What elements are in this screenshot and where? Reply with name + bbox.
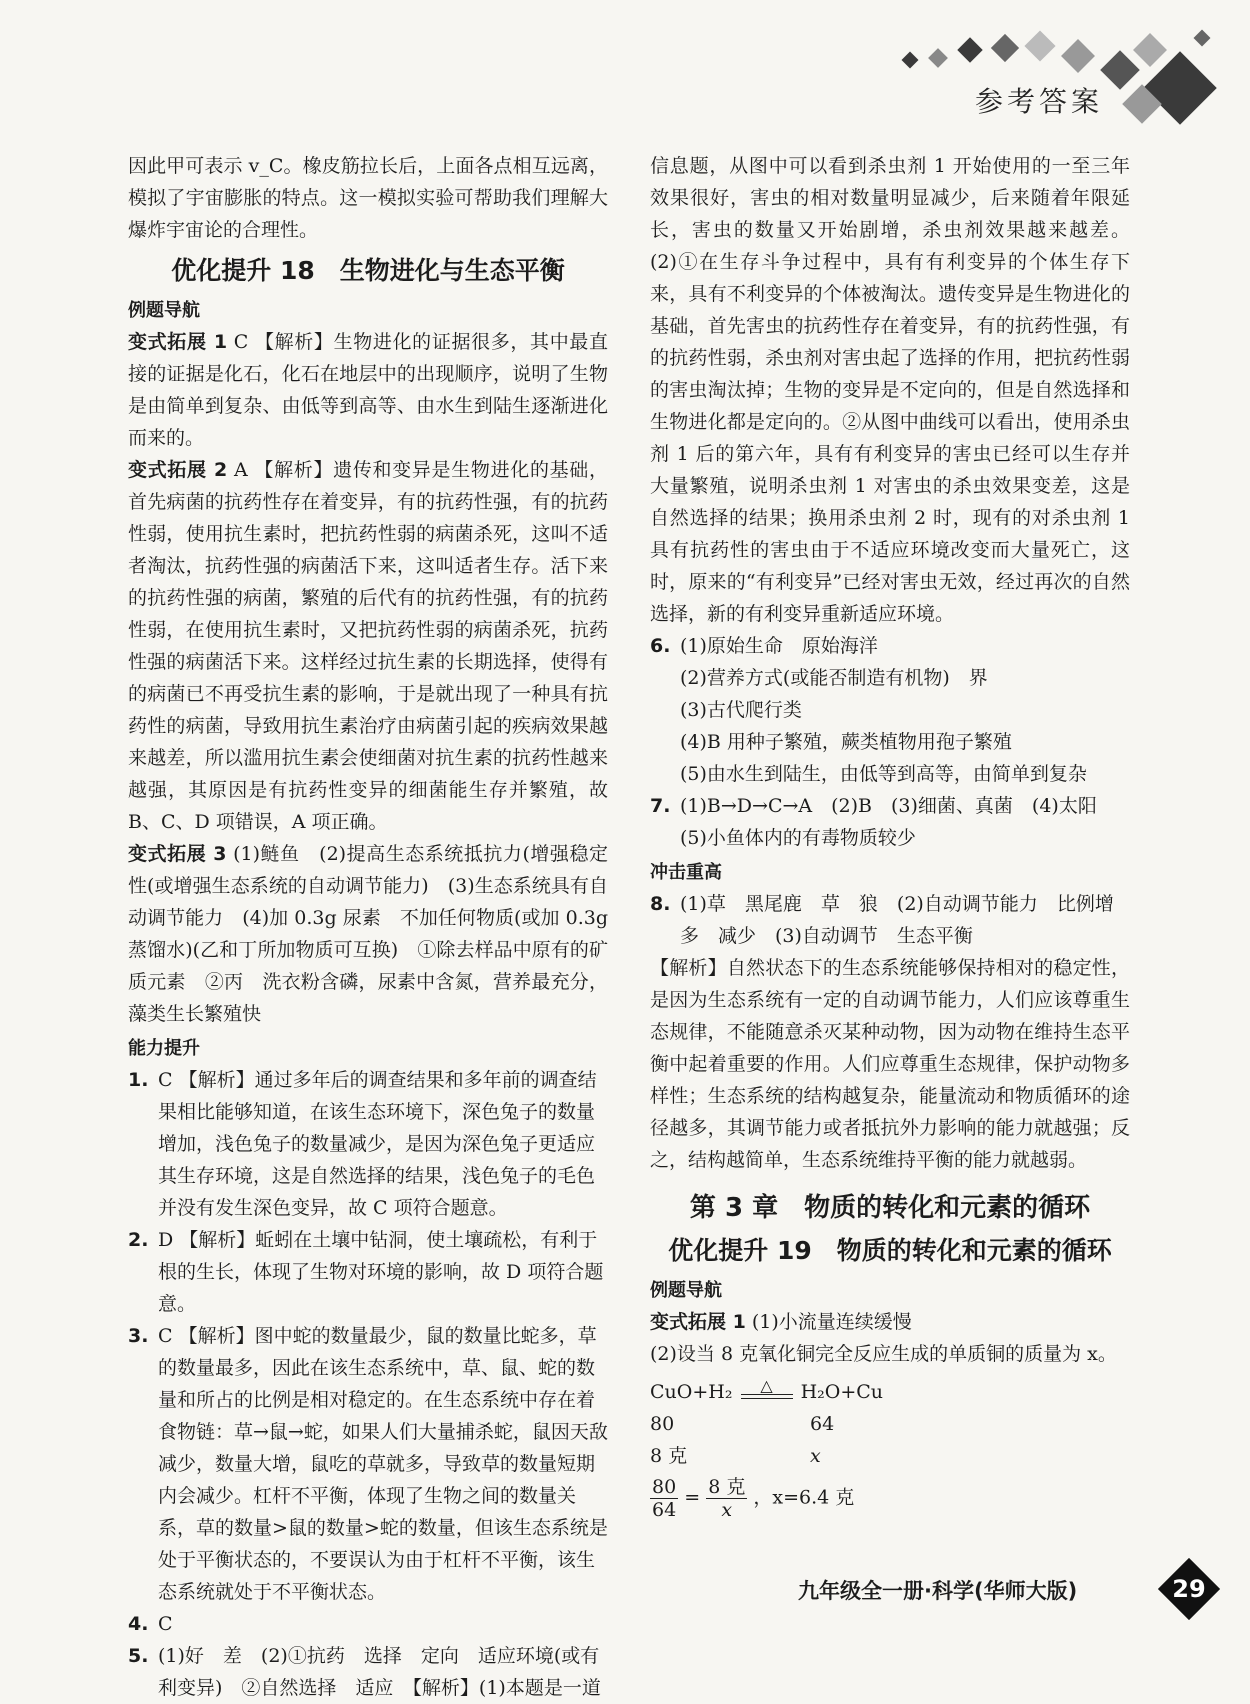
example-heading-2: 例题导航	[650, 1280, 722, 1301]
variant-1b-line2: (2)设当 8 克氧化铜完全反应生成的单质铜的质量为 x。	[650, 1343, 1117, 1365]
variant-1b-label: 变式拓展 1	[650, 1311, 746, 1333]
question-6-body	[680, 630, 1130, 790]
question-4	[128, 1608, 608, 1640]
question-2-text: D 【解析】蚯蚓在土壤中钻洞，使土壤疏松，有利于根的生长，体现了生物对环境的影响，故 D 项符合题意。	[158, 1229, 604, 1315]
variant-1-label: 变式拓展 1	[128, 331, 228, 353]
question-7-number: 7.	[650, 795, 671, 817]
question-5	[128, 1640, 608, 1704]
variant-1b	[650, 1306, 1130, 1338]
fraction-2-bottom: x	[721, 1499, 733, 1521]
question-6-line: (4)B 用种子繁殖，蕨类植物用孢子繁殖	[680, 731, 1012, 753]
question-2-number: 2.	[128, 1229, 149, 1251]
question-8	[650, 888, 1130, 952]
question-6-line: (3)古代爬行类	[680, 699, 802, 721]
question-8-analysis: 【解析】自然状态下的生态系统能够保持相对的稳定性，是因为生态系统有一定的自动调节能力，人们应该尊重生态规律，不能随意杀灭某种动物，因为动物在维持生态平衡中起着重要的作用。人们应尊重生态规律，保护动物多样性；生态系统的结构越复杂，能量流动和物质循环的途径越多，其调节能力或者抵抗外力影响的能力就越强；反之，结构越简单，生态系统维持平衡的能力就越弱。	[650, 957, 1130, 1171]
value-cu: x	[810, 1445, 821, 1467]
question-5-text: (1)好 差 (2)①抗药 选择 定向 适应环境(或有利变异) ②自然选择 适应 【解析】(1)本题是一道	[158, 1645, 601, 1699]
book-title: 九年级全一册·科学(华师大版)	[798, 1579, 1078, 1603]
equation-reactants: CuO+H₂	[650, 1381, 733, 1403]
question-6	[650, 630, 1130, 790]
variant-1	[128, 326, 608, 454]
ability-heading: 能力提升	[128, 1038, 200, 1059]
header-title: 参考答案	[975, 85, 1104, 118]
fraction-result: ，x=6.4 克	[753, 1486, 855, 1509]
question-1-text: C 【解析】通过多年后的调查结果和多年前的调查结果相比能够知道，在该生态环境下，深色兔子的数量增加，浅色兔子的数量减少，是因为深色兔子更适应其生存环境，这是自然选择的结果，浅色兔子的毛色并没有发生深色变异，故 C 项符合题意。	[158, 1069, 597, 1219]
variant-3-text: (1)鲢鱼 (2)提高生态系统抵抗力(增强稳定性(或增强生态系统的自动调节能力) (3)生态系统具有自动调节能力 (4)加 0.3g 尿素 不加任何物质(或加 0.3g 蒸馏水)(乙和丁所加物质可互换) ①除去样品中原有的矿质元素 ②丙 洗衣粉含磷，尿素中含氮，营养最充分，藻类生长繁殖快	[128, 843, 609, 1025]
question-4-text: C	[158, 1613, 173, 1635]
fraction-1-top: 80	[652, 1476, 677, 1498]
variant-2-text: A 【解析】遗传和变异是生物进化的基础，首先病菌的抗药性存在着变异，有的抗药性强，有的抗药性弱，使用抗生素时，把抗药性弱的病菌杀死，这叫不适者淘汰，抗药性强的病菌活下来，这叫适者生存。活下来的抗药性强的病菌，繁殖的后代有的抗药性强，有的抗药性弱，在使用抗生素时，又把抗药性弱的病菌杀死，抗药性强的病菌活下来。这样经过抗生素的长期选择，使得有的病菌已不再受抗生素的影响，于是就出现了一种具有抗药性的病菌，导致用抗生素治疗由病菌引起的疾病效果越来越差，所以滥用抗生素会使细菌对抗生素的抗药性越来越强，其原因是有抗药性变异的细菌能生存并繁殖，故 B、C、D 项错误，A 项正确。	[128, 459, 608, 833]
intro-paragraph: 因此甲可表示 v_C。橡皮筋拉长后，上面各点相互远离，模拟了宇宙膨胀的特点。这一模拟实验可帮助我们理解大爆炸宇宙论的合理性。	[128, 155, 608, 241]
variant-3	[128, 838, 608, 1030]
challenge-heading: 冲击重高	[650, 862, 722, 883]
question-5-number: 5.	[128, 1645, 149, 1667]
mass-value-row	[650, 1440, 1130, 1472]
question-8-number: 8.	[650, 893, 671, 915]
proportion-equation: $\frac{80}{64}$ = $\frac{\text{8 克}}{x}$ ，x=6.4 克	[652, 1476, 855, 1521]
question-3	[128, 1320, 608, 1608]
question-6-line: (5)由水生到陆生，由低等到高等，由简单到复杂	[680, 763, 1087, 785]
fraction-2	[706, 1476, 747, 1521]
variant-2	[128, 454, 608, 838]
variant-3-label: 变式拓展 3	[128, 843, 227, 865]
page-number: 29	[1172, 1575, 1206, 1603]
question-7	[650, 790, 1130, 854]
value-cuo: 8 克	[650, 1445, 688, 1467]
question-7-line: (5)小鱼体内的有毒物质较少	[680, 827, 916, 849]
variant-2-label: 变式拓展 2	[128, 459, 228, 481]
variant-1-text: C 【解析】生物进化的证据很多，其中最直接的证据是化石，化石在地层中的出现顺序，说明了生物是由简单到复杂、由低等到高等、由水生到陆生逐渐进化而来的。	[128, 331, 608, 449]
question-7-body	[680, 790, 1130, 854]
fraction-1-bottom: 64	[652, 1499, 677, 1521]
question-1-number: 1.	[128, 1069, 149, 1091]
variant-1b-text: (1)小流量连续缓慢	[745, 1311, 912, 1333]
right-column	[650, 150, 1130, 1521]
chemical-equation	[650, 1376, 1130, 1408]
question-1	[128, 1064, 608, 1224]
equals-sign	[741, 1394, 793, 1399]
question-4-number: 4.	[128, 1613, 149, 1635]
section-title-18: 优化提升 18 生物进化与生态平衡	[171, 256, 565, 285]
fraction-1	[650, 1476, 678, 1521]
question-3-number: 3.	[128, 1325, 149, 1347]
question-8-text: (1)草 黑尾鹿 草 狼 (2)自动调节能力 比例增多 减少 (3)自动调节 生态平衡	[680, 893, 1114, 947]
equation-condition	[739, 1376, 795, 1408]
question-6-line: (2)营养方式(或能否制造有机物) 界	[680, 667, 988, 689]
heat-symbol: △	[760, 1376, 773, 1395]
question-2	[128, 1224, 608, 1320]
left-column	[128, 150, 608, 1704]
section-title-19: 优化提升 19 物质的转化和元素的循环	[668, 1236, 1112, 1265]
question-6-number: 6.	[650, 635, 671, 657]
question-7-line: (1)B→D→C→A (2)B (3)细菌、真菌 (4)太阳	[680, 795, 1097, 817]
fraction-2-top: 8 克	[708, 1476, 746, 1498]
mass-ratio-row	[650, 1408, 1130, 1440]
ratio-cuo: 80	[650, 1413, 675, 1435]
question-3-text: C 【解析】图中蛇的数量最少，鼠的数量比蛇多，草的数量最多，因此在该生态系统中，草、鼠、蛇的数量和所占的比例是相对稳定的。在生态系统中存在着食物链：草→鼠→蛇，如果人们大量捕杀蛇，鼠因天敌减少，数量大增，鼠吃的草就多，导致草的数量短期内会减少。杠杆不平衡，体现了生物之间的数量关系，草的数量>鼠的数量>蛇的数量，但该生态系统是处于平衡状态的，不要误认为由于杠杆不平衡，该生态系统就处于不平衡状态。	[158, 1325, 608, 1603]
chapter-title-3: 第 3 章 物质的转化和元素的循环	[689, 1193, 1091, 1223]
question-6-line: (1)原始生命 原始海洋	[680, 635, 878, 657]
ratio-cu: 64	[810, 1413, 835, 1435]
page-number-badge	[1158, 1558, 1220, 1620]
equation-products: H₂O+Cu	[800, 1381, 884, 1403]
continuation-paragraph: 信息题，从图中可以看到杀虫剂 1 开始使用的一至三年效果很好，害虫的相对数量明显减少，后来随着年限延长，害虫的数量又开始剧增，杀虫剂效果越来越差。(2)①在生存斗争过程中，具有有利变异的个体生存下来，具有不利变异的个体被淘汰。遗传变异是生物进化的基础，首先害虫的抗药性存在着变异，有的抗药性强，有的抗药性弱，杀虫剂对害虫起了选择的作用，把抗药性弱的害虫淘汰掉；生物的变异是不定向的，但是自然选择和生物进化都是定向的。②从图中曲线可以看出，使用杀虫剂 1 后的第六年，具有有利变异的害虫已经可以生存并大量繁殖，说明杀虫剂 1 对害虫的杀虫效果变差，这是自然选择的结果；换用杀虫剂 2 时，现有的对杀虫剂 1 具有抗药性的害虫由于不适应环境改变而大量死亡，这时，原来的“有利变异”已经对害虫无效，经过再次的自然选择，新的有利变异重新适应环境。	[650, 155, 1130, 625]
example-heading: 例题导航	[128, 300, 200, 321]
